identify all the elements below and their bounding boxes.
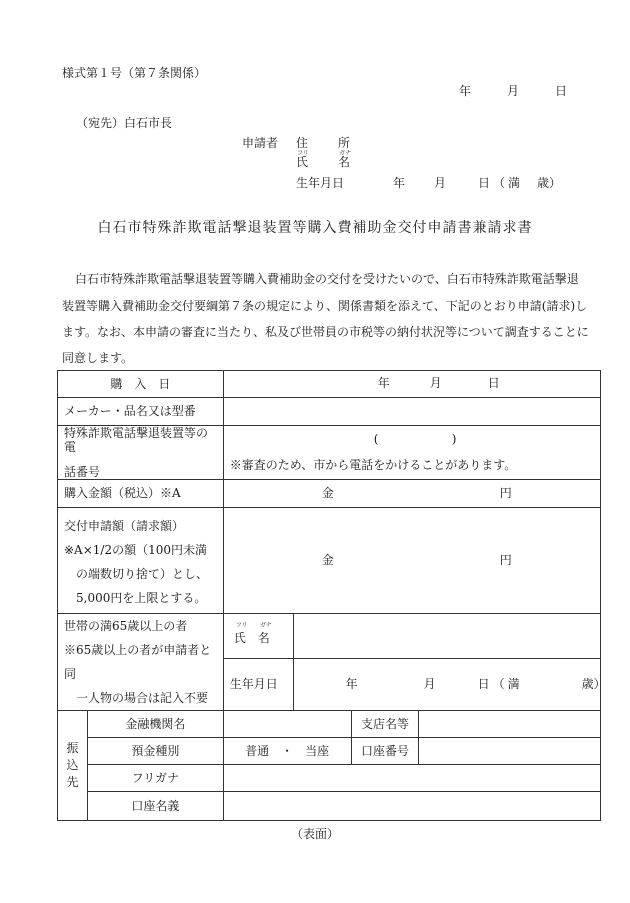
elder-label-line-3: 一人物の場合は記入不要 xyxy=(76,691,209,706)
grant-label-line-2: ※A×1/2の額（100円未満 xyxy=(64,542,207,557)
grant-field[interactable] xyxy=(223,508,600,614)
purchase-year: 年 xyxy=(377,376,390,390)
maker-label: メーカー・品名又は型番 xyxy=(58,398,224,426)
grant-kin: 金 xyxy=(321,552,334,567)
elder-birth-day: 日（満 xyxy=(477,676,523,691)
elder-name-label-cell xyxy=(223,614,293,659)
phone-label-line-1: 特殊詐欺電話撃退装置等の電 xyxy=(64,426,209,455)
grant-label-line-3: の端数切り捨て）とし、 xyxy=(76,566,209,581)
account-type-options[interactable]: 普通 ・ 当座 xyxy=(223,738,351,765)
phone-field[interactable] xyxy=(223,426,600,480)
purchase-date-field[interactable] xyxy=(223,371,600,398)
grant-label xyxy=(58,508,224,614)
bank-label: 金融機関名 xyxy=(87,711,223,738)
elder-label xyxy=(58,614,224,711)
body-line-4: 同意します。 xyxy=(62,351,134,365)
elder-birth-month: 月 xyxy=(423,676,436,691)
body-line-1: 白石市特殊詐欺電話撃退装置等購入費補助金の交付を受けたいので、白石市特殊詐欺電話撃退 xyxy=(75,272,579,286)
body-line-2: 装置等購入費補助金交付要綱第７条の規定により、関係書類を添えて、下記のとおり申請(請求)し xyxy=(62,299,588,313)
bank-field[interactable] xyxy=(223,711,351,738)
branch-label: 支店名等 xyxy=(351,711,419,738)
grant-yen: 円 xyxy=(499,552,512,567)
date-day-label: 日 xyxy=(555,84,568,98)
account-type-label: 預金種別 xyxy=(87,738,223,765)
elder-birth-field[interactable] xyxy=(293,659,606,711)
birth-month: 月 xyxy=(434,176,447,190)
transfer-char-2: 込 xyxy=(66,758,79,773)
page-title: 白石市特殊詐欺電話撃退装置等購入費補助金交付申請書兼請求書 xyxy=(97,220,533,236)
phone-note: ※審査のため、市から電話をかけることがあります。 xyxy=(229,458,517,473)
elder-birth-label: 生年月日 xyxy=(223,659,293,711)
elder-label-line-2: ※65歳以上の者が申請者と同 xyxy=(64,643,212,682)
elder-label-line-1: 世帯の満65歳以上の者 xyxy=(64,619,188,634)
transfer-char-3: 先 xyxy=(66,775,79,790)
elder-gana: ガナ xyxy=(259,622,272,630)
amount-field[interactable] xyxy=(223,480,600,508)
address-label-1: 住 xyxy=(296,136,309,150)
holder-row xyxy=(58,792,601,821)
transfer-label xyxy=(58,711,88,821)
transfer-char-1: 振 xyxy=(66,741,79,756)
applicant-gana: ガナ xyxy=(339,150,352,157)
form-number: 様式第１号（第７条関係） xyxy=(62,66,207,80)
grant-row xyxy=(58,508,601,614)
elder-name-field[interactable] xyxy=(293,614,600,659)
furigana-field[interactable] xyxy=(223,765,600,792)
name-label-2: 名 xyxy=(338,155,351,169)
elder-furi: フリ xyxy=(235,622,248,630)
date-month-label: 月 xyxy=(507,84,520,98)
phone-paren-close: ) xyxy=(451,432,457,447)
applicant-furi: フリ xyxy=(297,150,309,157)
holder-field[interactable] xyxy=(223,792,600,821)
date-year-label: 年 xyxy=(459,84,472,98)
bank-row xyxy=(58,711,601,738)
grant-label-line-1: 交付申請額（請求額） xyxy=(64,518,185,533)
furigana-row xyxy=(58,765,601,792)
addressee: （宛先）白石市長 xyxy=(76,116,173,130)
elder-birth-age: 歳） xyxy=(581,676,606,691)
page-side-label: （表面） xyxy=(290,827,339,841)
application-table xyxy=(57,370,606,821)
address-label-2: 所 xyxy=(338,136,351,150)
maker-row xyxy=(58,398,601,426)
elder-birth-year: 年 xyxy=(345,676,358,691)
birth-day: 日（満 xyxy=(478,176,524,190)
phone-label xyxy=(58,426,224,480)
birth-age: 歳） xyxy=(537,176,562,190)
account-number-label: 口座番号 xyxy=(351,738,419,765)
amount-label: 購入金額（税込）※A xyxy=(58,480,224,508)
account-type-row xyxy=(58,738,601,765)
branch-field[interactable] xyxy=(419,711,601,738)
elder-name-row xyxy=(58,614,601,659)
name-label-1: 氏 xyxy=(296,155,309,169)
birth-label: 生年月日 xyxy=(296,176,345,190)
grant-label-line-4: 5,000円を上限とする。 xyxy=(76,590,207,605)
phone-paren-open: ( xyxy=(373,432,379,447)
phone-row xyxy=(58,426,601,480)
purchase-month: 月 xyxy=(429,376,442,390)
holder-label: 口座名義 xyxy=(87,792,223,821)
applicant-label: 申請者 xyxy=(242,136,279,150)
birth-year: 年 xyxy=(393,176,406,190)
phone-label-line-2: 話番号 xyxy=(64,464,101,479)
body-line-3: ます。なお、本申請の審査に当たり、私及び世帯員の市税等の納付状況等について調査することに xyxy=(62,325,589,339)
amount-yen: 円 xyxy=(499,485,512,500)
purchase-date-row xyxy=(58,371,601,398)
purchase-date-label: 購 入 日 xyxy=(58,371,224,398)
amount-kin: 金 xyxy=(321,485,334,500)
elder-name-label: 氏 名 xyxy=(233,631,270,646)
amount-row xyxy=(58,480,601,508)
account-number-field[interactable] xyxy=(419,738,601,765)
maker-field[interactable] xyxy=(223,398,600,426)
furigana-label: フリガナ xyxy=(87,765,223,792)
purchase-day: 日 xyxy=(487,376,500,390)
